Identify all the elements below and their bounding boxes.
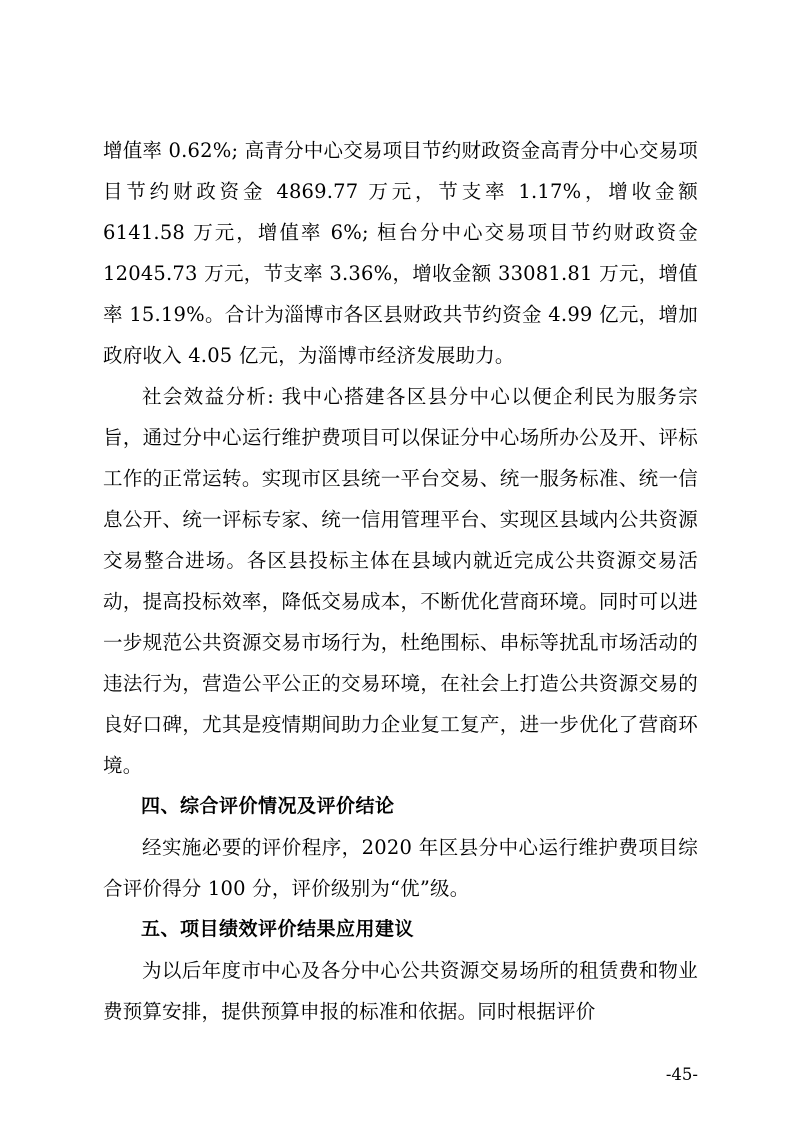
- section-heading-five: 五、项目绩效评价结果应用建议: [141, 918, 415, 940]
- section-heading-four: 四、综合评价情况及评价结论: [141, 795, 395, 817]
- document-body: [103, 130, 698, 1032]
- paragraph-social-benefit-analysis: 社会效益分析: 我中心搭建各区县分中心以便企利民为服务宗旨，通过分中心运行维护费项目可以保证分中心场所办公及开、评标工作的正常运转。实现市区县统一平台交易、统一服务标准、统一信息公开、统一评标专家、统一信用管理平台、实现区县域内公共资源交易整合进场。各区县投标主体在县域内就近完成公共资源交易活动，提高投标效率，降低交易成本，不断优化营商环境。同时可以进一步规范公共资源交易市场行为，杜绝围标、串标等扰乱市场活动的违法行为，营造公平公正的交易环境，在社会上打造公共资源交易的良好口碑，尤其是疫情期间助力企业复工复产，进一步优化了营商环境。: [103, 385, 698, 777]
- paragraph-continuation: 增值率 0.62%; 高青分中心交易项目节约财政资金高青分中心交易项目节约财政资金 4869.77 万元，节支率 1.17%，增收金额 6141.58 万元，增值率 6%; 桓台分中心交易项目节约财政资金 12045.73 万元，节支率 3.36%，增收金额 33081.81 万元，增值率 15.19%。合计为淄博市各区县财政共节约资金 4.99 亿元，增加政府收入 4.05 亿元，为淄博市经济发展助力。: [103, 139, 698, 367]
- page-number: -45-: [665, 1065, 698, 1084]
- paragraph-evaluation-conclusion: 经实施必要的评价程序，2020 年区县分中心运行维护费项目综合评价得分 100 分，评价级别为“优”级。: [103, 836, 698, 900]
- paragraph-application-suggestion: 为以后年度市中心及各分中心公共资源交易场所的租赁费和物业费预算安排，提供预算申报的标准和依据。同时根据评价: [103, 959, 698, 1023]
